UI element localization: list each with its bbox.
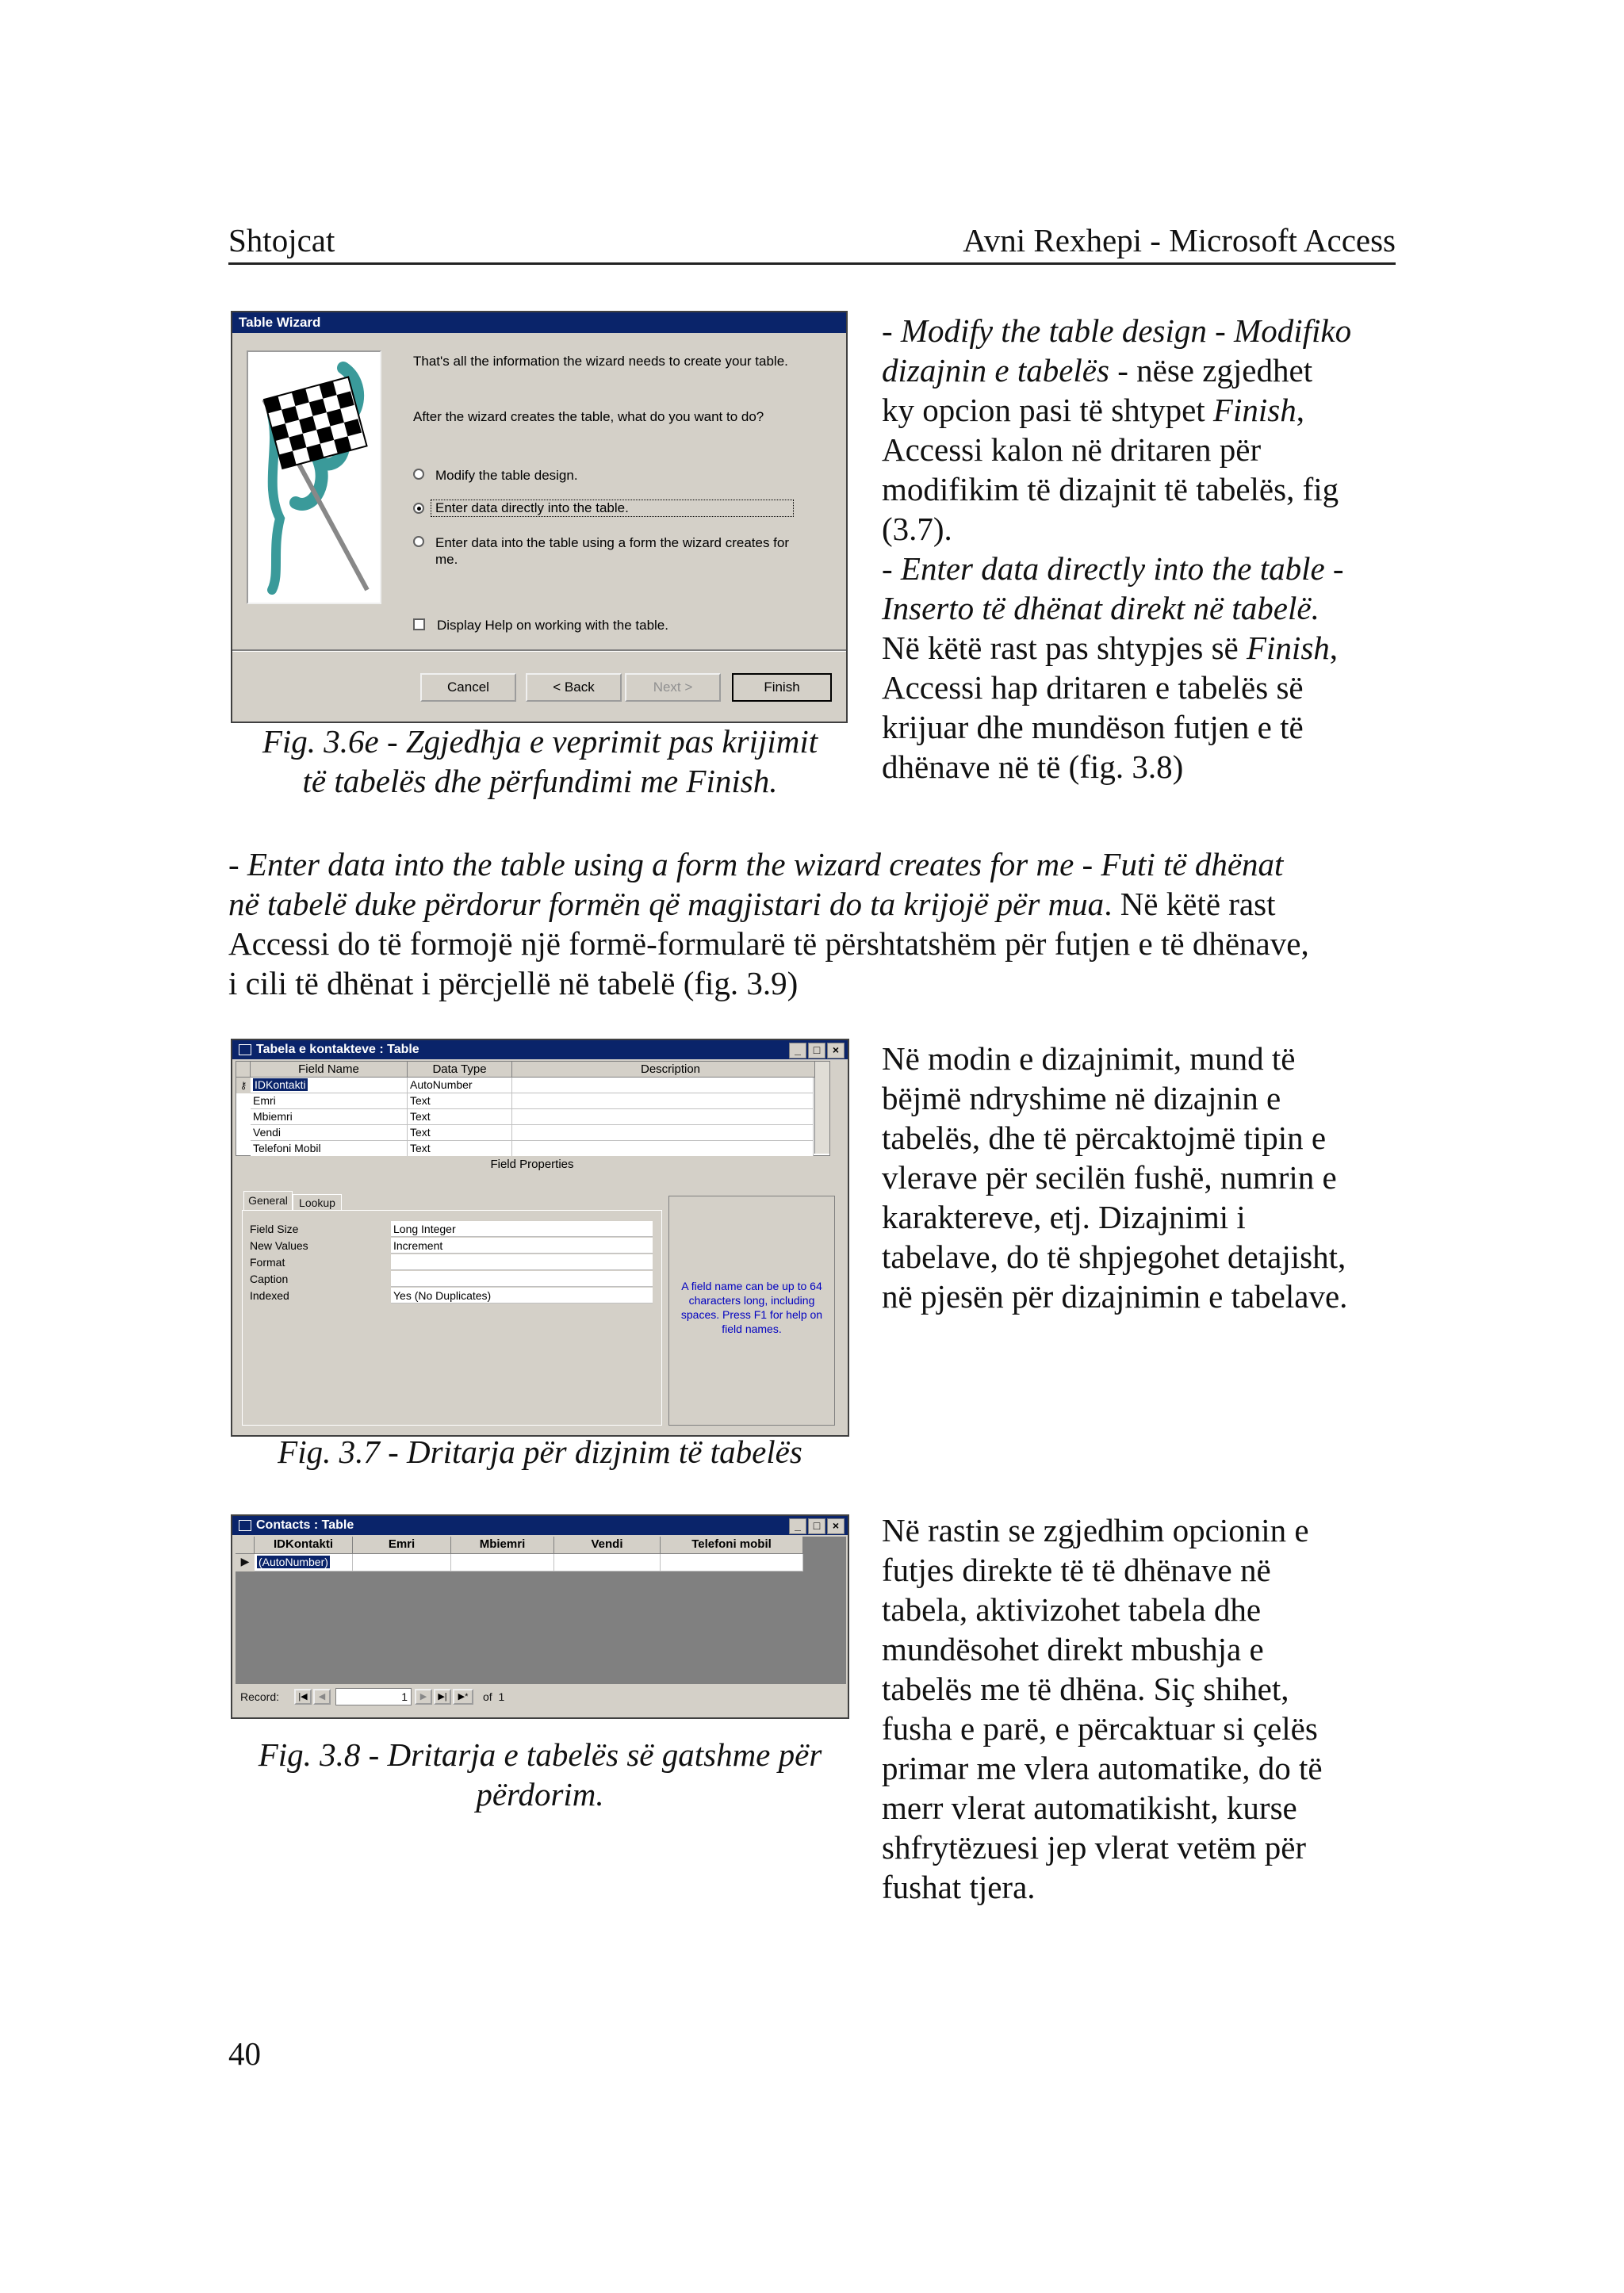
vertical-scrollbar[interactable]	[814, 1062, 829, 1154]
para3-line: shfrytëzuesi jep vlerat vetëm për	[882, 1829, 1307, 1866]
help-checkbox-label[interactable]: Display Help on working with the table.	[437, 618, 668, 633]
table-cell[interactable]: Text	[408, 1109, 512, 1125]
para3-line: mundësohet direkt mbushja e	[882, 1631, 1264, 1667]
maximize-button[interactable]: □	[808, 1043, 825, 1058]
table-cell[interactable]	[353, 1554, 451, 1571]
para2-line: Në modin e dizajnimit, mund të	[882, 1040, 1296, 1077]
para3-line: merr vlerat automatikisht, kurse	[882, 1790, 1297, 1826]
para1-line: Inserto të dhënat direkt në tabelë.	[882, 590, 1320, 626]
contacts-table-window	[231, 1514, 849, 1719]
property-value[interactable]	[391, 1271, 653, 1287]
field-grid	[236, 1061, 830, 1156]
para1-line: Accessi kalon në dritaren për	[882, 431, 1262, 468]
last-record-button[interactable]: ▶|	[434, 1689, 451, 1705]
close-button[interactable]: ×	[827, 1518, 845, 1534]
table-cell[interactable]	[554, 1554, 661, 1571]
para1-line: Në këtë rast pas shtypjes së Finish,	[882, 630, 1339, 666]
table-cell[interactable]: Text	[408, 1125, 512, 1141]
para3-line: fushat tjera.	[882, 1869, 1036, 1905]
para3-line: tabelës me të dhëna. Siç shihet,	[882, 1671, 1289, 1707]
column-header[interactable]: Data Type	[408, 1062, 512, 1078]
column-header[interactable]: Mbiemri	[451, 1537, 554, 1554]
record-label: Record:	[240, 1690, 280, 1703]
wizard-intro-text: That's all the information the wizard needs to create your table.	[413, 354, 788, 369]
figure-38-caption-line1: Fig. 3.8 - Dritarja e tabelës së gatshme për	[258, 1736, 822, 1773]
para-full-line2: në tabelë duke përdorur formën që magjistari do ta krijojë për mua. Në këtë rast	[228, 886, 1276, 922]
table-cell[interactable]	[512, 1109, 814, 1125]
para1-line: - Enter data directly into the table -	[882, 550, 1344, 587]
column-header[interactable]: Field Name	[251, 1062, 408, 1078]
table-wizard-window	[231, 311, 848, 723]
cancel-button[interactable]: Cancel	[420, 673, 516, 702]
table-wizard-titlebar: Table Wizard	[232, 312, 846, 333]
property-value[interactable]: Yes (No Duplicates)	[391, 1288, 653, 1303]
para3-line: fusha e parë, e përcaktuar si çelës	[882, 1710, 1318, 1747]
para-full-line3: Accessi do të formojë një formë-formularë të përshtatshëm për futjen e të dhënave,	[228, 925, 1309, 962]
field-properties-header: Field Properties	[236, 1156, 829, 1173]
option-modify-label[interactable]: Modify the table design.	[435, 468, 578, 483]
table-cell[interactable]: Text	[408, 1141, 512, 1157]
table-cell[interactable]	[512, 1141, 814, 1157]
para2-line: bëjmë ndryshime në dizajnin e	[882, 1080, 1281, 1116]
paragraph-direct-entry	[882, 1510, 1405, 1907]
para-full-line1: - Enter data into the table using a form the wizard creates for me - Futi të dhënat	[228, 846, 1284, 882]
record-selector-arrow-icon[interactable]: ▶	[236, 1554, 255, 1571]
option-enter-directly-label[interactable]: Enter data directly into the table.	[431, 500, 794, 517]
header-rule	[228, 262, 1396, 265]
para1-line: - Modify the table design - Modifiko	[882, 312, 1352, 349]
record-number-input[interactable]: 1	[335, 1688, 412, 1705]
table-cell[interactable]: (AutoNumber)	[255, 1554, 353, 1571]
column-header[interactable]: Emri	[353, 1537, 451, 1554]
para3-line: Në rastin se zgjedhim opcionin e	[882, 1512, 1309, 1548]
checkered-flag-illustration	[247, 350, 381, 604]
table-cell[interactable]	[512, 1093, 814, 1109]
table-design-title: Tabela e kontakteve : Table	[256, 1043, 419, 1056]
help-checkbox[interactable]	[413, 618, 425, 630]
table-cell[interactable]: Text	[408, 1093, 512, 1109]
next-button[interactable]: Next >	[625, 673, 721, 702]
property-label: Field Size	[250, 1223, 299, 1235]
property-value[interactable]: Increment	[391, 1238, 653, 1254]
property-label: New Values	[250, 1239, 308, 1252]
para2-line: tabelës, dhe të përcaktojmë tipin e	[882, 1120, 1327, 1156]
property-label: Indexed	[250, 1289, 289, 1302]
column-header[interactable]: Vendi	[554, 1537, 661, 1554]
table-cell[interactable]	[451, 1554, 554, 1571]
para1-line: modifikim të dizajnit të tabelës, fig	[882, 471, 1339, 507]
wizard-question-text: After the wizard creates the table, what do you want to do?	[413, 409, 764, 424]
minimize-button[interactable]: _	[789, 1518, 806, 1534]
minimize-button[interactable]: _	[789, 1043, 806, 1058]
back-button[interactable]: < Back	[526, 673, 622, 702]
datasheet-area	[236, 1537, 846, 1684]
para2-line: tabelave, do të shpjegohet detajisht,	[882, 1238, 1346, 1275]
new-record-button[interactable]: ▶*	[453, 1689, 473, 1705]
para-full-line4: i cili të dhënat i përcjellë në tabelë (fig. 3.9)	[228, 965, 799, 1001]
maximize-button[interactable]: □	[808, 1518, 825, 1534]
first-record-button[interactable]: |◀	[294, 1689, 312, 1705]
page-number: 40	[228, 2035, 261, 2072]
figure-38-caption-line2: përdorim.	[476, 1776, 604, 1813]
para2-line: karaktereve, etj. Dizajnimi i	[882, 1199, 1246, 1235]
table-row[interactable]: Telefoni Mobil	[251, 1141, 408, 1157]
column-header[interactable]: Telefoni mobil	[661, 1537, 803, 1554]
option-enter-directly-radio[interactable]	[413, 503, 424, 514]
help-hint-text: A field name can be up to 64 characters long, including spaces. Press F1 for help on field names.	[680, 1280, 823, 1335]
record-navigation-bar	[236, 1686, 846, 1709]
table-row[interactable]: IDKontakti	[251, 1078, 408, 1093]
paragraph-options-explanation	[882, 311, 1405, 787]
option-enter-form-radio[interactable]	[413, 536, 424, 547]
figure-37-caption: Fig. 3.7 - Dritarja për dizjnim të tabelës	[278, 1434, 802, 1470]
property-value[interactable]: Long Integer	[391, 1221, 653, 1237]
para1-line: (3.7).	[882, 511, 952, 547]
paragraph-design-mode	[882, 1039, 1405, 1316]
paragraph-form-option	[228, 844, 1402, 1003]
table-design-window	[231, 1039, 849, 1437]
property-value[interactable]	[391, 1254, 653, 1270]
table-row[interactable]: Emri	[251, 1093, 408, 1109]
table-icon	[239, 1520, 251, 1531]
para2-line: vlerave për secilën fushë, numrin e	[882, 1159, 1337, 1196]
running-header-right: Avni Rexhepi - Microsoft Access	[963, 222, 1396, 258]
running-header-left: Shtojcat	[228, 222, 335, 258]
table-cell[interactable]	[512, 1078, 814, 1093]
figure-36e-caption-line2: të tabelës dhe përfundimi me Finish.	[302, 763, 778, 799]
table-row[interactable]: Vendi	[251, 1125, 408, 1141]
para3-line: tabela, aktivizohet tabela dhe	[882, 1591, 1262, 1628]
column-header[interactable]: Description	[512, 1062, 829, 1078]
property-label: Caption	[250, 1273, 289, 1285]
table-cell[interactable]	[661, 1554, 803, 1571]
table-row[interactable]: Mbiemri	[251, 1109, 408, 1125]
tab-general[interactable]: General	[243, 1191, 293, 1211]
finish-button[interactable]: Finish	[732, 673, 832, 702]
para1-line: krijuar dhe mundëson futjen e të	[882, 709, 1304, 745]
help-hint-panel	[668, 1196, 835, 1426]
close-button[interactable]: ×	[827, 1043, 845, 1058]
previous-record-button[interactable]: ◀	[313, 1689, 331, 1705]
next-record-button[interactable]: ▶	[415, 1689, 432, 1705]
para2-line: në pjesën për dizajnimin e tabelave.	[882, 1278, 1348, 1315]
para3-line: primar me vlera automatike, do të	[882, 1750, 1323, 1786]
wizard-divider	[232, 649, 846, 652]
para1-line: Accessi hap dritaren e tabelës së	[882, 669, 1304, 706]
column-header[interactable]: IDKontakti	[255, 1537, 353, 1554]
table-cell[interactable]	[512, 1125, 814, 1141]
para3-line: futjes direkte të të dhënave në	[882, 1552, 1271, 1588]
para1-line: dizajnin e tabelës - nëse zgjedhet	[882, 352, 1313, 389]
key-icon: ⚷	[236, 1078, 251, 1093]
para1-line: ky opcion pasi të shtypet Finish,	[882, 392, 1304, 428]
figure-36e-caption-line1: Fig. 3.6e - Zgjedhja e veprimit pas krijimit	[262, 723, 818, 760]
property-label: Format	[250, 1256, 285, 1269]
table-cell[interactable]: AutoNumber	[408, 1078, 512, 1093]
option-enter-form-label[interactable]: Enter data into the table using a form the wizard creates for me.	[435, 535, 790, 567]
table-icon	[239, 1044, 251, 1055]
option-modify-radio[interactable]	[413, 469, 424, 480]
contacts-table-title: Contacts : Table	[256, 1518, 354, 1532]
tab-lookup[interactable]: Lookup	[293, 1194, 342, 1211]
para1-line: dhënave në të (fig. 3.8)	[882, 748, 1184, 785]
record-count: of 1	[483, 1690, 505, 1703]
checkered-flag-icon	[248, 352, 380, 603]
